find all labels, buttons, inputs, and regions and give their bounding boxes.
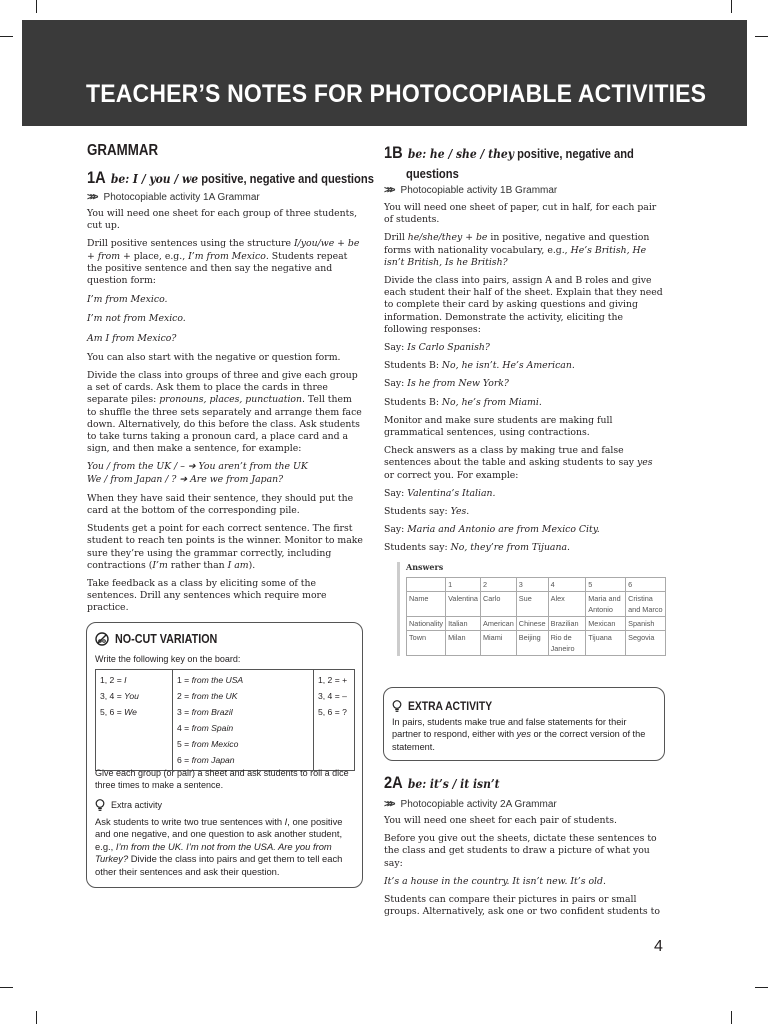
extra-activity-heading (392, 699, 506, 713)
chevron-arrows-icon: >>> (384, 799, 393, 810)
dice-key-table (95, 669, 355, 771)
crop-mark (731, 0, 732, 13)
section-heading: GRAMMAR (87, 142, 159, 159)
extra-activity-text: In pairs, students make true and false statements for their partner to respond, either with yes or the correct version of the statement. (392, 717, 646, 752)
dialogue-line: Students B: No, he isn’t. He’s American. (384, 360, 575, 372)
paragraph: Before you give out the sheets, dictate these sentences to the class and get students to draw a picture of what you say: (384, 833, 657, 869)
table-header-cell (407, 578, 446, 592)
activity-heading-2a (384, 773, 625, 793)
no-cut-heading (95, 632, 234, 646)
example-line: You / from the UK / – ➔ You aren’t from the UK (87, 461, 308, 473)
example-line: I’m not from Mexico. (87, 313, 186, 325)
table-cell: Miami (480, 631, 516, 656)
no-cut-title: NO-CUT VARIATION (115, 632, 218, 646)
lightbulb-icon (392, 700, 402, 712)
paragraph: Monitor and make sure students are making full grammatical sentences, using contractions. (384, 414, 613, 439)
paragraph: You can also start with the negative or question form. (87, 351, 341, 363)
activity-title-italic: be: he / she / they (407, 146, 514, 161)
paragraph: You will need one sheet of paper, cut in half, for each pair of students. (384, 202, 657, 226)
paragraph: Students can compare their pictures in pairs or small groups. Alternatively, ask one or two confident students to (384, 894, 660, 918)
answers-table (406, 577, 666, 656)
extra-activity-text: Ask students to write two true sentences with I, one positive and one negative, and one question to ask another student, e.g., I’m from the UK. I’m not from the USA. Are you from Turkey? Divide the class into pairs and get them to tell each other their sentences and ask their question. (95, 816, 343, 877)
table-header-cell: 1 (446, 578, 481, 592)
dialogue-line: Say: Is he from New York? (384, 378, 509, 390)
key-entry: 1, 2 = + (318, 675, 348, 685)
dialogue-line: Students say: Yes. (384, 506, 470, 518)
key-entry: 5, 6 = We (100, 707, 137, 717)
extra-activity-box (383, 687, 665, 761)
key-entry: 5, 6 = ? (318, 707, 347, 717)
crop-mark (36, 0, 37, 13)
table-cell: Spanish (626, 617, 666, 631)
key-entry: 6 = from Japan (177, 755, 235, 765)
table-cell: Maria and Antonio (586, 592, 626, 617)
chevron-arrows-icon: >>> (384, 185, 393, 196)
paragraph: Students get a point for each correct sentence. The first student to reach ten points is the winner. Monitor to make sure they’re using the grammar correctly, including contractions (I’m rather than I am). (87, 523, 363, 571)
activity-heading-1b (384, 143, 634, 163)
table-cell: Beijing (516, 631, 548, 656)
crop-mark (755, 36, 768, 37)
photocopiable-label: Photocopiable activity 1B Grammar (400, 185, 558, 196)
key-entry: 1, 2 = I (100, 675, 127, 685)
table-cell: Nationality (407, 617, 446, 631)
crop-mark (36, 1011, 37, 1024)
right-column (384, 143, 664, 555)
crop-mark (755, 987, 768, 988)
extra-activity-title: EXTRA ACTIVITY (408, 699, 493, 713)
table-cell: Italian (446, 617, 481, 631)
dialogue-line: Say: Valentina’s Italian. (384, 487, 496, 499)
key-entry: 3 = from Brazil (177, 707, 233, 717)
photocopiable-ref (87, 192, 364, 203)
dialogue-line: Say: Maria and Antonio are from Mexico City. (384, 524, 600, 536)
activity-title-italic: be: I / you / we (110, 171, 199, 186)
table-row (407, 617, 666, 631)
no-cut-after: Give each group (or pair) a sheet and ask students to roll a dice three times to make a sentence. (95, 768, 349, 791)
key-entry: 3, 4 = – (318, 691, 347, 701)
table-cell: Town (407, 631, 446, 656)
table-header-cell: 6 (626, 578, 666, 592)
table-cell: Valentina (446, 592, 481, 617)
crop-mark (0, 36, 13, 37)
activity-number: 1B (384, 143, 403, 162)
photocopiable-label: Photocopiable activity 1A Grammar (103, 192, 260, 203)
table-cell: Name (407, 592, 446, 617)
header-banner (22, 20, 747, 126)
table-cell: Alex (548, 592, 586, 617)
key-entry: 3, 4 = You (100, 691, 139, 701)
chevron-arrows-icon: >>> (87, 192, 96, 203)
dialogue-line: Say: Is Carlo Spanish? (384, 342, 490, 354)
crop-mark (731, 1011, 732, 1024)
activity-number: 1A (87, 168, 106, 187)
section-2a (384, 773, 664, 918)
table-row (407, 631, 666, 656)
dialogue-line: Students say: No, they’re from Tijuana. (384, 542, 570, 554)
paragraph: Drill positive sentences using the structure I/you/we + be + from + place, e.g., I’m from Mexico. Students repeat the positive sentence and then say the negative and question form: (87, 238, 360, 287)
table-cell: Mexican (586, 617, 626, 631)
table-cell: Carlo (480, 592, 516, 617)
no-cut-intro: Write the following key on the board: (95, 654, 241, 664)
punctuation-key (314, 670, 355, 771)
paragraph: Check answers as a class by making true and false sentences about the table and asking students to say yes or correct you. For example: (384, 445, 653, 481)
table-cell: Milan (446, 631, 481, 656)
crop-mark (0, 987, 13, 988)
answers-label: Answers (406, 562, 444, 572)
photocopiable-ref (384, 185, 664, 196)
paragraph: Drill he/she/they + be in positive, negative and question forms with nationality vocabulary, e.g., He’s British, He isn’t British, Is he British? (384, 232, 650, 268)
activity-heading-1a (87, 168, 374, 188)
paragraph: Take feedback as a class by eliciting some of the sentences. Drill any sentences which require more practice. (87, 578, 327, 614)
activity-title-rest: positive, negative and questions (198, 171, 374, 186)
paragraph: Divide the class into groups of three and give each group a set of cards. Ask them to place the cards in three separate piles: pronouns, places, punctuation. Tell them to shuffle the three sets separately and arrange them face down. Alternatively, do this before the class. Ask students to take turns taking a pronoun card, a place card and a sign, and then make a sentence, for example: (87, 370, 362, 455)
table-cell: Sue (516, 592, 548, 617)
table-cell: Segovia (626, 631, 666, 656)
activity-title-line2: questions (406, 166, 459, 181)
photocopiable-label: Photocopiable activity 2A Grammar (400, 799, 557, 810)
left-column (87, 142, 374, 615)
table-header-cell: 2 (480, 578, 516, 592)
example-line: We / from Japan / ? ➔ Are we from Japan? (87, 473, 284, 485)
table-row (407, 592, 666, 617)
key-entry: 1 = from the USA (177, 675, 244, 685)
example-line: Am I from Mexico? (87, 332, 177, 344)
paragraph: When they have said their sentence, they should put the card at the bottom of the corresponding pile. (87, 492, 354, 517)
table-cell: Chinese (516, 617, 548, 631)
activity-title-rest: positive, negative and (513, 146, 634, 161)
key-entry: 4 = from Spain (177, 723, 234, 733)
table-header-cell: 5 (586, 578, 626, 592)
paragraph: Divide the class into pairs, assign A and B roles and give each student their half of the sheet. Explain that they need to complete their card by asking questions and giving information. Demonstrate the activity, eliciting the following responses: (384, 275, 663, 335)
table-cell: Rio de Janeiro (548, 631, 586, 656)
table-cell: American (480, 617, 516, 631)
key-entry: 5 = from Mexico (177, 739, 239, 749)
pronoun-key (96, 670, 173, 771)
photocopiable-ref (384, 799, 664, 810)
page-title: TEACHER’S NOTES FOR PHOTOCOPIABLE ACTIVITIES (86, 80, 707, 108)
lightbulb-icon (95, 799, 105, 811)
example-line: It’s a house in the country. It isn’t new. It’s old. (384, 875, 606, 887)
answers-block (397, 562, 674, 656)
page-number: 4 (654, 938, 663, 955)
table-cell: Brazilian (548, 617, 586, 631)
paragraph: You will need one sheet for each group of three students, cut up. (87, 208, 358, 232)
extra-activity-label-row (95, 799, 162, 811)
place-key (173, 670, 314, 771)
table-cell: Cristina and Marco (626, 592, 666, 617)
no-scissors-icon (95, 632, 109, 646)
example-line: I’m from Mexico. (87, 294, 168, 306)
no-cut-variation-box (86, 622, 363, 888)
activity-title-italic: be: it’s / it isn’t (407, 776, 500, 791)
paragraph: You will need one sheet for each pair of students. (384, 815, 617, 826)
table-header-cell: 3 (516, 578, 548, 592)
key-entry: 2 = from the UK (177, 691, 238, 701)
table-header-cell: 4 (548, 578, 586, 592)
dialogue-line: Students B: No, he’s from Miami. (384, 396, 542, 408)
activity-number: 2A (384, 773, 403, 792)
extra-activity-label: Extra activity (111, 800, 163, 810)
table-cell: Tijuana (586, 631, 626, 656)
